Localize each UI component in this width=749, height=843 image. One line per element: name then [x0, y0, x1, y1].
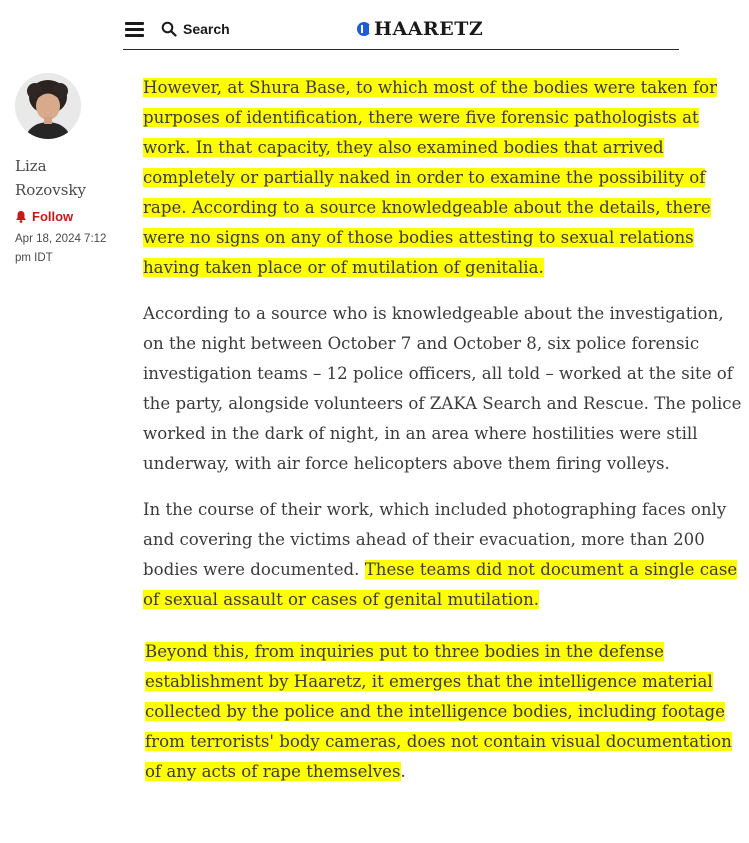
- top-navigation-bar: [123, 12, 679, 50]
- haaretz-logo[interactable]: [357, 16, 483, 42]
- paragraph-4-tail: .: [400, 762, 406, 781]
- logo-text: HAARETZ: [374, 18, 484, 40]
- highlighted-text: These teams did not document a single case of sexual assault or cases of genital mutilation.: [143, 560, 738, 609]
- follow-label: Follow: [32, 209, 74, 224]
- author-sidebar: [15, 73, 125, 268]
- paragraph-3: [143, 495, 743, 615]
- bell-icon: [15, 210, 27, 223]
- author-avatar[interactable]: [15, 73, 81, 139]
- search-button[interactable]: [161, 18, 230, 40]
- follow-button[interactable]: [15, 209, 125, 224]
- highlighted-text: However, at Shura Base, to which most of the bodies were taken for purposes of identification, there were five forensic pathologists at work. In that capacity, they also examined bodies that arrived completely or partially naked in order to examine the possibility of rape. According to a source knowledgeable about the details, there were no signs on any of those bodies attesting to sexual relations having taken place or of mutilation of genitalia.: [143, 78, 718, 277]
- paragraph-3-text: In the course of their work, which included photographing faces only and covering the victims ahead of their evacuation, more than 200 bodies were documented.: [143, 500, 727, 579]
- publish-date: Apr 18, 2024 7:12 pm IDT: [15, 233, 107, 264]
- search-label: Search: [183, 21, 230, 37]
- article-body: [143, 73, 743, 803]
- paragraph-2: According to a source who is knowledgeable about the investigation, on the night between October 7 and October 8, six police forensic investigation teams – 12 police officers, all told – worked at the site of the party, alongside volunteers of ZAKA Search and Rescue. The police worked in the dark of night, in an area where hostilities were still underway, with air force helicopters above them firing volleys.: [143, 304, 742, 473]
- search-icon: [161, 21, 177, 37]
- highlighted-text: Beyond this, from inquiries put to three bodies in the defense establishment by Haaretz, it emerges that the intelligence material collected by the police and the intelligence bodies, including footage from terrorists' body cameras, does not contain visual documentation of any acts of rape themselves: [145, 642, 732, 781]
- paragraph-4: [145, 637, 743, 787]
- haaretz-logo-icon: [357, 22, 371, 36]
- paragraph-1: [143, 73, 743, 283]
- hamburger-menu-icon[interactable]: [125, 21, 145, 37]
- author-name[interactable]: Liza Rozovsky: [15, 157, 86, 199]
